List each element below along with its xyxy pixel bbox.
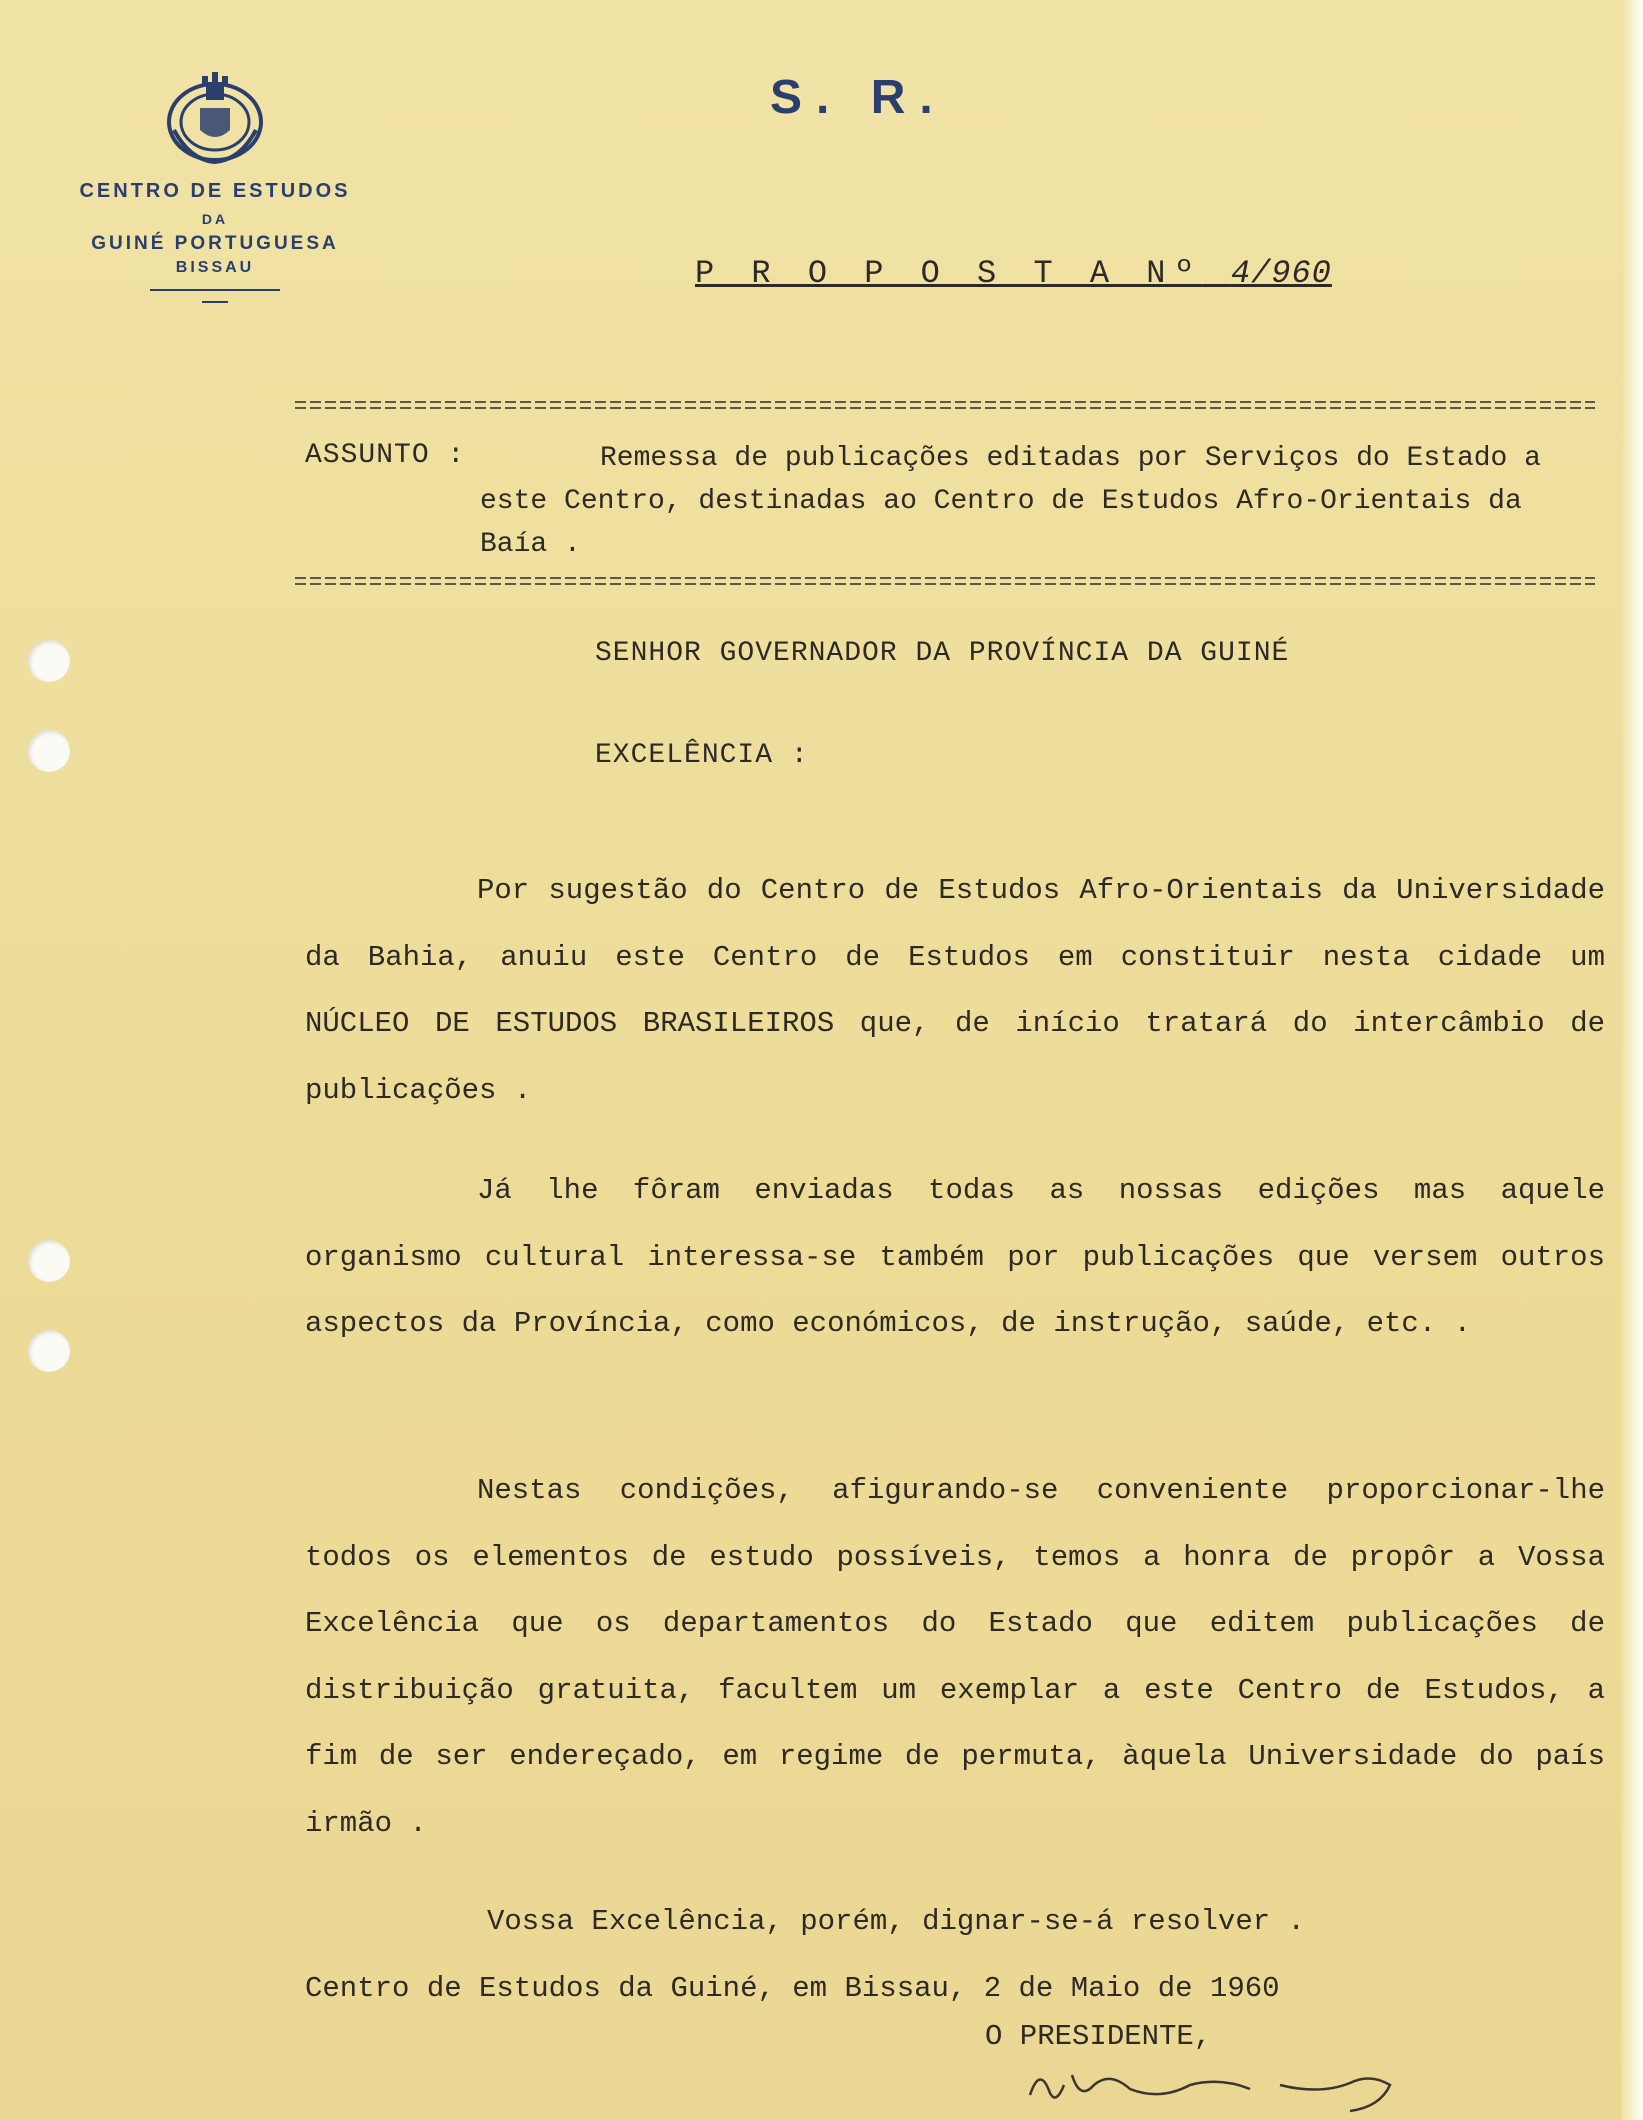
- double-rule-bottom: [295, 576, 1595, 586]
- letterhead-rule: [150, 289, 280, 291]
- proposta-number: 4/960: [1230, 255, 1332, 292]
- closing-formula: Vossa Excelência, porém, dignar-se-á resolver .: [487, 1905, 1305, 1938]
- punch-hole: [28, 640, 70, 682]
- assunto-label: ASSUNTO :: [305, 440, 466, 471]
- double-rule-top: [295, 400, 1595, 410]
- letterhead-da: DA: [201, 211, 229, 227]
- letterhead: [50, 60, 380, 303]
- body-paragraph-1: Por sugestão do Centro de Estudos Afro-Orientais da Universidade da Bahia, anuiu este Centro de Estudos em constituir nesta cidade um NÚCLEO DE ESTUDOS BRASILEIROS que, de início tratará do intercâmbio de publicações .: [305, 874, 1605, 1107]
- greeting: EXCELÊNCIA :: [595, 740, 809, 771]
- signatory-title: O PRESIDENTE,: [985, 2020, 1212, 2053]
- sr-mark: S. R.: [770, 71, 947, 124]
- letterhead-rule-short: [202, 301, 228, 303]
- body-paragraph-2: Já lhe fôram enviadas todas as nossas edições mas aquele organismo cultural interessa-se também por publicações que versem outros aspectos da Província, como económicos, de instrução, saúde, etc. .: [305, 1174, 1605, 1340]
- coat-of-arms-icon: [160, 60, 270, 170]
- body-paragraph-3: Nestas condições, afigurando-se conveniente proporcionar-lhe todos os elementos de estudo possíveis, temos a honra de propôr a Vossa Excelência que os departamentos do Estado que editem publicações de distribuição gratuita, facultem um exemplar a este Centro de Estudos, a fim de ser endereçado, em regime de permuta, àquela Universidade do país irmão .: [305, 1474, 1605, 1840]
- punch-hole: [28, 1240, 70, 1282]
- page-edge: [1621, 0, 1643, 2120]
- proposta-label: P R O P O S T A Nº: [695, 255, 1203, 292]
- letterhead-name: CENTRO DE ESTUDOS: [79, 180, 351, 202]
- punch-hole: [28, 1330, 70, 1372]
- place-date: Centro de Estudos da Guiné, em Bissau, 2 de Maio de 1960: [305, 1972, 1280, 2005]
- assunto-text: Remessa de publicações editadas por Serviços do Estado a este Centro, destinadas ao Centro de Estudos Afro-Orientais da Baía .: [480, 443, 1541, 560]
- addressee: SENHOR GOVERNADOR DA PROVÍNCIA DA GUINÉ: [595, 638, 1290, 669]
- signature-icon: [1020, 2055, 1460, 2115]
- letterhead-region: GUINÉ PORTUGUESA: [91, 233, 339, 254]
- letterhead-city: BISSAU: [175, 259, 255, 276]
- proposta-title: [695, 255, 1332, 292]
- punch-hole: [28, 730, 70, 772]
